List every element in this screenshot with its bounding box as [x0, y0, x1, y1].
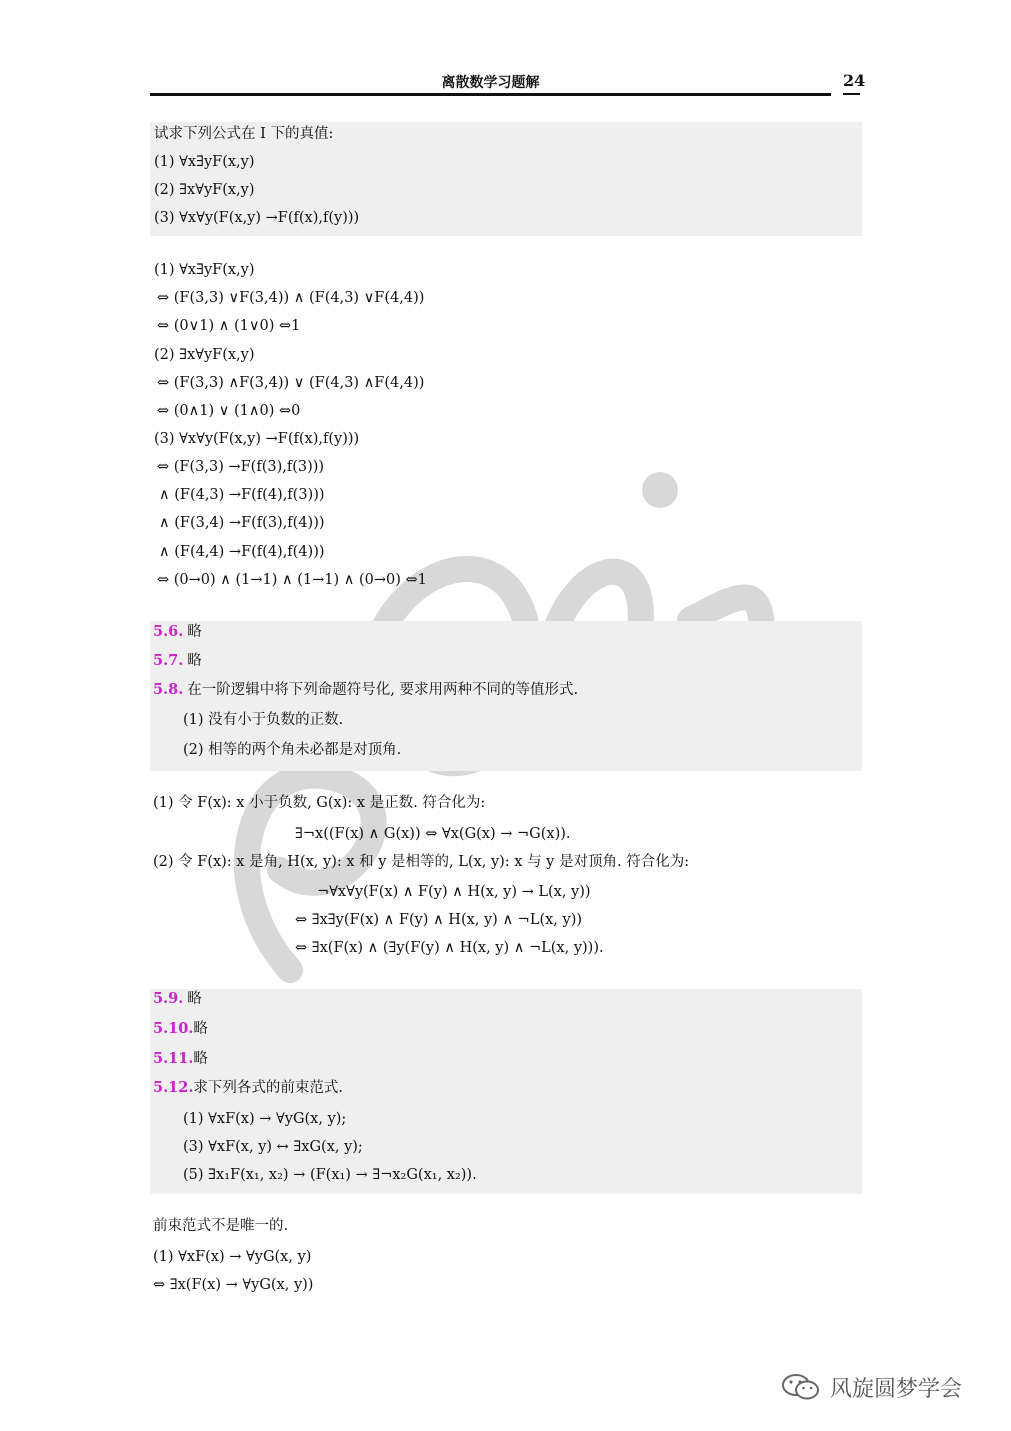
page-number: 24 [843, 71, 866, 90]
footer-brand [780, 1371, 962, 1403]
solution-line: (1) ∀x∃yF(x,y) [154, 262, 255, 278]
exercise-number: 5.6. [153, 623, 184, 640]
exercise-subitem: (2) 相等的两个角未必都是对顶角. [183, 742, 402, 758]
solution-paragraph: (2) 令 F(x): x 是角, H(x, y): x 和 y 是相等的, L(x, y): x 与 y 是对顶角. 符合化为: [153, 854, 690, 870]
exercise-subitem: (3) ∀xF(x, y) ↔ ∃xG(x, y); [183, 1139, 363, 1155]
solution-line: (1) ∀xF(x) → ∀yG(x, y) [153, 1249, 312, 1265]
solution-formula: ⇔ ∃x(F(x) ∧ (∃y(F(y) ∧ H(x, y) ∧ ¬L(x, y))). [295, 940, 604, 956]
exercise-number: 5.10. [153, 1020, 194, 1037]
exercise-text: 求下列各式的前束范式. [193, 1080, 343, 1096]
problem-line: (1) ∀x∃yF(x,y) [154, 154, 255, 170]
exercise-text: 略 [187, 991, 202, 1007]
solution-paragraph: (1) 令 F(x): x 小于负数, G(x): x 是正数. 符合化为: [153, 795, 486, 811]
solution-formula: ¬∀x∀y(F(x) ∧ F(y) ∧ H(x, y) → L(x, y)) [317, 884, 591, 900]
exercise-item [153, 1019, 208, 1039]
solution-line: ∧ (F(3,4) →F(f(3),f(4))) [159, 515, 325, 531]
problem-box-2 [150, 621, 862, 771]
exercise-number: 5.9. [153, 990, 184, 1007]
solution-line: ⇔ (F(3,3) ∨F(3,4)) ∧ (F(4,3) ∨F(4,4)) [157, 290, 425, 306]
exercise-text: 略 [193, 1021, 208, 1037]
exercise-text: 略 [187, 653, 202, 669]
solution-paragraph: 前束范式不是唯一的. [153, 1218, 289, 1234]
exercise-number: 5.11. [153, 1050, 194, 1067]
page-number-underline [843, 93, 860, 95]
solution-line: (3) ∀x∀y(F(x,y) →F(f(x),f(y))) [154, 431, 360, 447]
solution-line: ∧ (F(4,3) →F(f(4),f(3))) [159, 487, 325, 503]
exercise-item [153, 1078, 343, 1098]
problem-line: (3) ∀x∀y(F(x,y) →F(f(x),f(y))) [154, 210, 360, 226]
exercise-number: 5.8. [153, 681, 184, 698]
exercise-subitem: (1) 没有小于负数的正数. [183, 712, 344, 728]
solution-line: ⇔ (0→0) ∧ (1→1) ∧ (1→1) ∧ (0→0) ⇔1 [157, 572, 427, 588]
problem-statement: 试求下列公式在 I 下的真值: [154, 126, 334, 142]
exercise-item [153, 651, 202, 671]
exercise-item [153, 989, 202, 1009]
exercise-number: 5.12. [153, 1079, 194, 1096]
solution-line: ⇔ (0∨1) ∧ (1∨0) ⇔1 [157, 318, 301, 334]
exercise-item [153, 1049, 208, 1069]
exercise-subitem: (5) ∃x₁F(x₁, x₂) → (F(x₁) → ∃¬x₂G(x₁, x₂)). [183, 1167, 477, 1183]
exercise-text: 在一阶逻辑中将下列命题符号化, 要求用两种不同的等值形式. [187, 682, 579, 698]
exercise-number: 5.7. [153, 652, 184, 669]
solution-line: ⇔ (F(3,3) ∧F(3,4)) ∨ (F(4,3) ∧F(4,4)) [157, 375, 425, 391]
solution-line: (2) ∃x∀yF(x,y) [154, 347, 255, 363]
solution-line: ∧ (F(4,4) →F(f(4),f(4))) [159, 544, 325, 560]
header-title: 离散数学习题解 [441, 75, 540, 91]
solution-line: ⇔ (0∧1) ∨ (1∧0) ⇔0 [157, 403, 301, 419]
solution-formula: ∃¬x((F(x) ∧ G(x)) ⇔ ∀x(G(x) → ¬G(x)). [295, 826, 571, 842]
problem-box-3 [150, 989, 862, 1194]
solution-line: ⇔ ∃x(F(x) → ∀yG(x, y)) [153, 1277, 314, 1293]
header-rule [150, 93, 831, 96]
exercise-item [153, 680, 578, 700]
footer-brand-name: 风旋圆梦学会 [830, 1376, 963, 1402]
problem-box-1 [150, 122, 862, 236]
exercise-text: 略 [193, 1051, 208, 1067]
exercise-subitem: (1) ∀xF(x) → ∀yG(x, y); [183, 1111, 347, 1127]
solution-line: ⇔ (F(3,3) →F(f(3),f(3))) [157, 459, 325, 475]
exercise-item [153, 622, 202, 642]
wechat-icon [780, 1372, 822, 1402]
exercise-text: 略 [187, 624, 202, 640]
solution-formula: ⇔ ∃x∃y(F(x) ∧ F(y) ∧ H(x, y) ∧ ¬L(x, y)) [295, 912, 583, 928]
problem-line: (2) ∃x∀yF(x,y) [154, 182, 255, 198]
